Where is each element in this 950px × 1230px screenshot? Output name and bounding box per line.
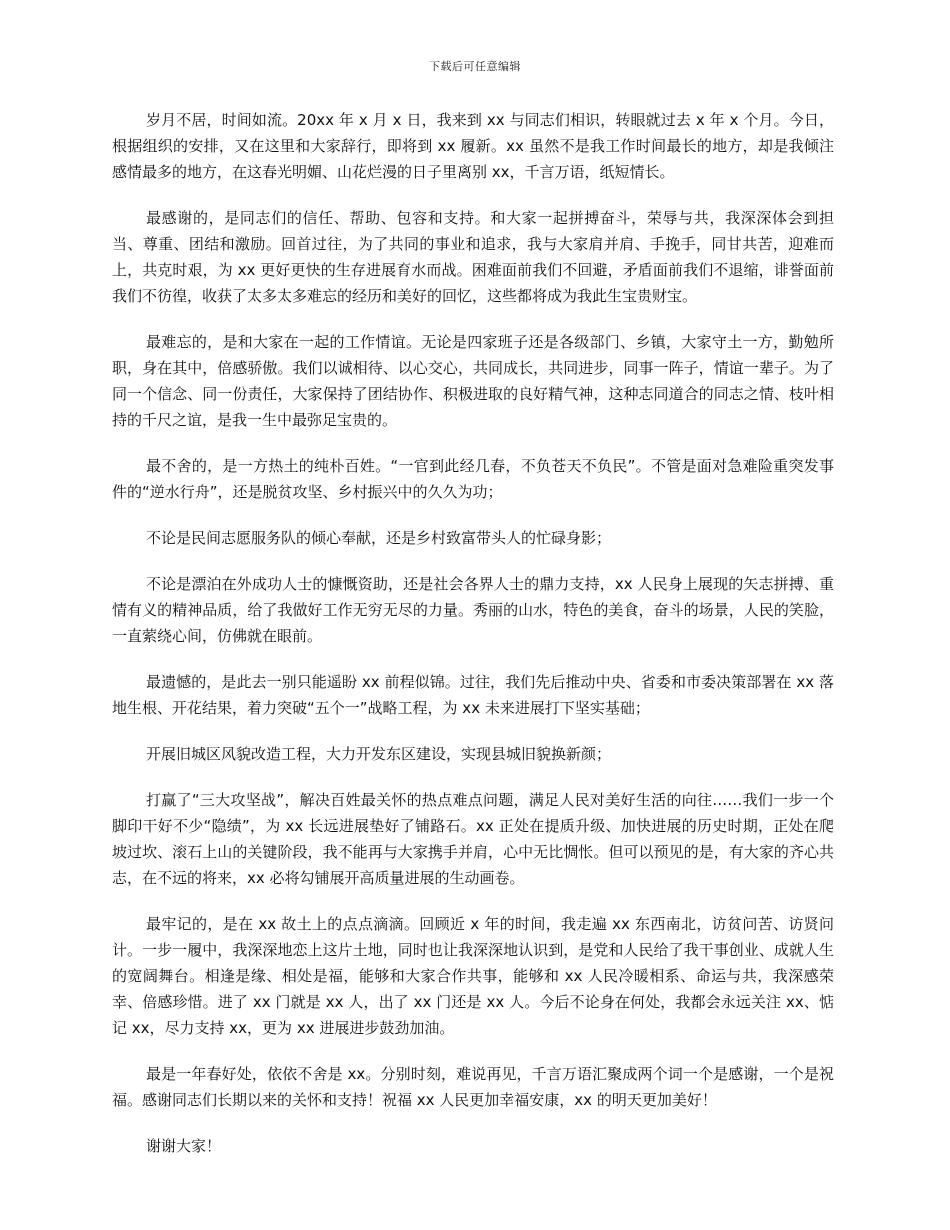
paragraph-5: 不论是民间志愿服务队的倾心奉献，还是乡村致富带头人的忙碌身影；	[146, 529, 612, 547]
paragraph-6: 不论是漂泊在外成功人士的慷慨资助，还是社会各界人士的鼎力支持，xx 人民身上展现的矢志拼搏、重情有义的精神品质，给了我做好工作无穷无尽的力量。秀丽的山水，特色的美食，奋斗的场景，人民的笑脸，一直萦绕心间，仿佛就在眼前。	[112, 575, 834, 645]
paragraph-12: 谢谢大家！	[146, 1137, 222, 1155]
paragraph-7: 最遗憾的，是此去一别只能遥盼 xx 前程似锦。过往，我们先后推动中央、省委和市委决策部署在 xx 落地生根、开花结果，着力突破“五个一”战略工程，为 xx 未来进展打下坚实基础；	[112, 673, 834, 717]
paragraph-1: 岁月不居，时间如流。20xx 年 x 月 x 日，我来到 xx 与同志们相识，转眼就过去 x 年 x 个月。今日，根据组织的安排，又在这里和大家辞行，即将到 xx 履新。xx 虽然不是我工作时间最长的地方，却是我倾注感情最多的地方，在这春光明媚、山花烂漫的日子里离别 xx，千言万语，纸短情长。	[112, 111, 834, 181]
paragraph-3: 最难忘的，是和大家在一起的工作情谊。无论是四家班子还是各级部门、乡镇，大家守土一方，勤勉所职，身在其中，倍感骄傲。我们以诚相待、以心交心，共同成长，共同进步，同事一阵子，情谊一辈子。为了同一个信念、同一份责任，大家保持了团结协作、积极进取的良好精气神，这种志同道合的同志之情、枝叶相持的千尺之谊，是我一生中最弥足宝贵的。	[112, 333, 834, 429]
paragraph-2: 最感谢的，是同志们的信任、帮助、包容和支持。和大家一起拼搏奋斗，荣辱与共，我深深体会到担当、尊重、团结和激励。回首过往，为了共同的事业和追求，我与大家肩并肩、手挽手，同甘共苦，迎难而上，共克时艰，为 xx 更好更快的生存进展育水而战。困难面前我们不回避，矛盾面前我们不退缩，诽誉面前我们不彷徨，收获了太多太多难忘的经历和美好的回忆，这些都将成为我此生宝贵财宝。	[112, 209, 834, 305]
paragraph-9: 打赢了“三大攻坚战”，解决百姓最关怀的热点难点问题，满足人民对美好生活的向往……我们一步一个脚印干好不少“隐绩”，为 xx 长远进展垫好了铺路石。xx 正处在提质升级、加快进展的历史时期，正处在爬坡过坎、滚石上山的关键阶段，我不能再与大家携手并肩，心中无比惆怅。但可以预见的是，有大家的齐心共志，在不远的将来，xx 必将勾铺展开高质量进展的生动画卷。	[112, 791, 834, 887]
paragraph-8: 开展旧城区风貌改造工程，大力开发东区建设，实现县城旧貌换新颜；	[146, 745, 612, 763]
paragraph-4: 最不舍的，是一方热土的纯朴百姓。“一官到此经几春，不负苍天不负民”。不管是面对急难险重突发事件的“逆水行舟”，还是脱贫攻坚、乡村振兴中的久久为功；	[112, 457, 834, 501]
paragraph-10: 最牢记的，是在 xx 故土上的点点滴滴。回顾近 x 年的时间，我走遍 xx 东西南北，访贫问苦、访贤问计。一步一履中，我深深地恋上这片土地，同时也让我深深地认识到，是党和人民给了我干事创业、成就人生的宽阔舞台。相逢是缘、相处是福，能够和大家合作共事，能够和 xx 人民冷暖相系、命运与共，我深感荣幸、倍感珍惜。进了 xx 门就是 xx 人，出了 xx 门还是 xx 人。今后不论身在何处，我都会永远关注 xx、惦记 xx，尽力支持 xx，更为 xx 进展进步鼓劲加油。	[112, 915, 834, 1037]
paragraph-11: 最是一年春好处，依依不舍是 xx。分别时刻，难说再见，千言万语汇聚成两个词一个是感谢，一个是祝福。感谢同志们长期以来的关怀和支持！祝福 xx 人民更加幸福安康，xx 的明天更加美好！	[112, 1065, 834, 1109]
document-body	[112, 107, 834, 1179]
page-header: 下载后可任意编辑	[429, 60, 521, 73]
